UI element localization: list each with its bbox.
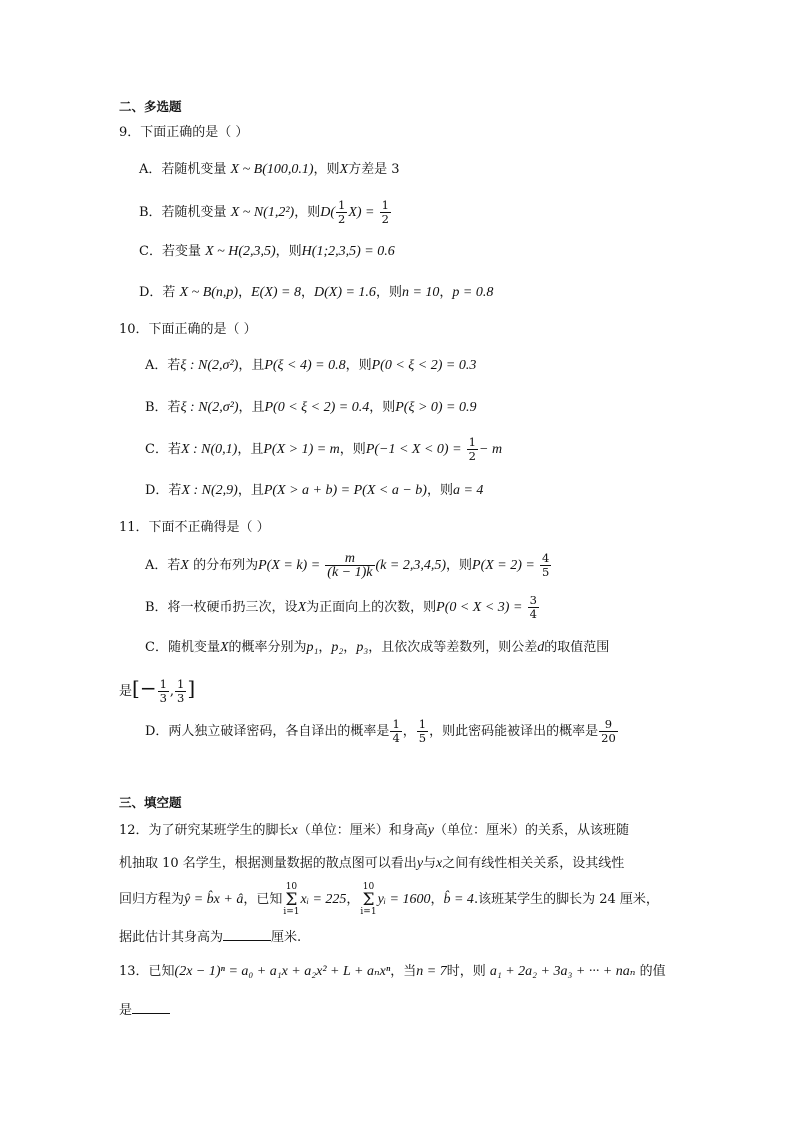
- q12-line3: [119, 880, 659, 920]
- math: p = 0.8: [452, 285, 494, 300]
- text: ，则: [339, 442, 366, 457]
- math: E(X) = 8: [251, 285, 301, 300]
- math: (2x − 1)ⁿ = a₀ + a₁x + a₂x² + L + aₙxⁿ: [174, 964, 391, 979]
- text: ，则: [275, 244, 302, 259]
- text: D．若: [145, 483, 182, 498]
- text: ，则: [369, 400, 396, 415]
- text: A．若随机变量: [139, 162, 227, 177]
- text: 据此估计其身高为: [119, 930, 224, 945]
- math: X: [219, 640, 229, 655]
- text: ，: [318, 640, 332, 655]
- text: .该班某学生的脚长为 24 厘米，: [473, 892, 659, 907]
- text: 13．已知: [119, 964, 175, 979]
- math: n = 7: [416, 964, 447, 979]
- q10-option-a: [145, 357, 476, 375]
- text: 方差是 3: [348, 162, 400, 177]
- text: B．若随机变量: [139, 205, 227, 220]
- fraction: $\frac{1}{2}$: [381, 198, 389, 226]
- text: D．两人独立破译密码，各自译出的概率是: [145, 724, 390, 739]
- math: yᵢ = 1600: [377, 892, 431, 907]
- math: x: [291, 823, 298, 838]
- math: a = 4: [452, 483, 484, 498]
- math: n = 10: [401, 285, 440, 300]
- math: X : N(0,1): [180, 442, 238, 457]
- text: A．若: [145, 358, 181, 373]
- text: 时，则: [446, 964, 486, 979]
- text: ，: [402, 724, 416, 739]
- question-9-stem: 9．下面正确的是（ ）: [119, 125, 249, 140]
- fraction: $\frac{1}{3}$: [159, 677, 167, 705]
- q10-option-c: [145, 436, 502, 464]
- math: x: [436, 856, 443, 871]
- math: p₃: [356, 640, 369, 655]
- text: ，则: [313, 162, 340, 177]
- text: B．将一枚硬币扔三次，设: [145, 600, 298, 615]
- math: P(X = 2) =: [472, 558, 535, 573]
- text: 回归方程为: [119, 892, 185, 907]
- math: d: [537, 640, 545, 655]
- text: 的分布列为: [193, 558, 259, 573]
- text: 的值: [639, 964, 666, 979]
- fraction: $\frac{1}{3}$: [177, 677, 185, 705]
- math: ξ : N(2,σ²): [180, 400, 239, 415]
- q12-line4: [119, 926, 301, 947]
- q12-line2: [119, 855, 624, 873]
- q11-option-c-line1: [145, 639, 609, 657]
- math: y: [427, 823, 434, 838]
- math: xᵢ = 225: [300, 892, 347, 907]
- text: ，且依次成等差数列，则公差: [368, 640, 538, 655]
- text: 12．为了研究某班学生的脚长: [119, 823, 292, 838]
- section-heading-multi: 二、多选题: [119, 99, 182, 114]
- q11-option-d: [145, 717, 619, 747]
- q9-option-d: [139, 284, 493, 302]
- math: P(X > a + b) = P(X < a − b): [263, 483, 427, 498]
- q11-option-b: [145, 593, 540, 623]
- answer-blank[interactable]: [132, 999, 170, 1014]
- text: ，则: [345, 358, 372, 373]
- text: ，且: [238, 400, 265, 415]
- math: p₂: [331, 640, 344, 655]
- fraction: $\frac{3}{4}$: [529, 593, 537, 621]
- math: P(−1 < X < 0) =: [365, 442, 462, 457]
- q11-option-c-line2: [119, 673, 195, 707]
- math: P(0 < ξ < 2) = 0.4: [264, 400, 370, 415]
- q13-line2: [119, 999, 170, 1020]
- summation: 10 Σ i=1: [283, 881, 300, 917]
- q12-line1: [119, 822, 629, 840]
- text: ，则: [446, 558, 473, 573]
- math: X ~ B(n,p): [179, 285, 239, 300]
- text: 与: [423, 856, 437, 871]
- fraction: $\frac{1}{2}$: [468, 435, 476, 463]
- fraction: $\frac{1}{2}$: [338, 198, 346, 226]
- question-10-stem: 10．下面正确的是（ ）: [119, 322, 257, 337]
- math: P(X = k) =: [258, 558, 321, 573]
- text: C．随机变量: [145, 640, 220, 655]
- math: P(X > 1) = m: [263, 442, 340, 457]
- math: D(X) = 1.6: [314, 285, 376, 300]
- math: X ~ N(1,2²): [230, 205, 295, 220]
- text: （单位：厘米）的关系，从该班随: [434, 823, 630, 838]
- math: ŷ = b̂x + â: [184, 892, 244, 907]
- q10-option-b: [145, 399, 477, 417]
- math: [−: [132, 676, 157, 700]
- q9-option-a: [139, 161, 400, 179]
- math: X: [339, 162, 349, 177]
- fraction: $\frac{1}{5}$: [418, 717, 427, 745]
- text: ，: [430, 892, 444, 907]
- text: 厘米.: [271, 930, 302, 945]
- text: 是: [119, 684, 133, 699]
- section-heading-fill: 三、填空题: [119, 795, 182, 810]
- math: P(0 < X < 3) =: [436, 600, 523, 615]
- text: B．若: [145, 400, 181, 415]
- math: a₁ + 2a₂ + 3a₃ + ··· + naₙ: [489, 964, 636, 979]
- text: 的取值范围: [544, 640, 610, 655]
- fraction: $\frac{m}{(k - 1)k}$: [327, 551, 373, 580]
- math: D(: [320, 205, 335, 220]
- text: ，已知: [243, 892, 283, 907]
- math: ξ : N(2,σ²): [180, 358, 239, 373]
- text: A．若: [145, 558, 181, 573]
- text: ，则: [294, 205, 321, 220]
- math: ,: [169, 684, 175, 699]
- text: 之间有线性相关关系，设其线性: [442, 856, 625, 871]
- fraction: $\frac{9}{20}$: [601, 717, 616, 745]
- text: ，: [238, 285, 252, 300]
- text: 为正面向上的次数，则: [306, 600, 437, 615]
- question-11-stem: 11．下面不正确得是（ ）: [119, 520, 270, 535]
- text: 的概率分别为: [228, 640, 307, 655]
- text: ，且: [237, 442, 264, 457]
- q9-option-c: [139, 243, 395, 261]
- fraction: $\frac{1}{4}$: [392, 717, 400, 745]
- math: P(ξ < 4) = 0.8: [264, 358, 346, 373]
- q10-option-d: [145, 482, 483, 500]
- math: (k = 2,3,4,5): [375, 558, 446, 573]
- math: X : N(2,9): [181, 483, 238, 498]
- text: ，: [343, 640, 357, 655]
- math: X ~ B(100,0.1): [230, 162, 314, 177]
- text: ，当: [390, 964, 417, 979]
- answer-blank[interactable]: [223, 926, 271, 941]
- math: P(0 < ξ < 2) = 0.3: [371, 358, 477, 373]
- math: ]: [187, 676, 196, 700]
- math: p₁: [306, 640, 319, 655]
- text: 是: [119, 1003, 133, 1018]
- q13-line1: [119, 963, 666, 981]
- text: C．若: [145, 442, 181, 457]
- text: ，且: [238, 358, 265, 373]
- summation: 10 Σ i=1: [360, 881, 377, 917]
- q9-option-b: [139, 199, 392, 227]
- text: ，则: [426, 483, 453, 498]
- math: X) =: [348, 205, 375, 220]
- q11-option-a: [145, 551, 552, 581]
- text: C．若变量: [139, 244, 201, 259]
- math: y: [416, 856, 424, 871]
- math: X: [180, 558, 189, 573]
- text: ，则此密码能被译出的概率是: [429, 724, 599, 739]
- math: b̂ = 4: [443, 892, 474, 907]
- math: X ~ H(2,3,5): [205, 244, 276, 259]
- text: ，: [439, 285, 453, 300]
- math: X: [297, 600, 307, 615]
- text: （单位：厘米）和身高: [297, 823, 428, 838]
- text: ，: [300, 285, 314, 300]
- text: 机抽取 10 名学生，根据测量数据的散点图可以看出: [119, 856, 417, 871]
- math: H(1;2,3,5) = 0.6: [301, 244, 395, 259]
- text: ，且: [237, 483, 264, 498]
- text: ，: [346, 892, 360, 907]
- text: ，则: [375, 285, 402, 300]
- math: P(ξ > 0) = 0.9: [395, 400, 477, 415]
- text: D．若: [139, 285, 176, 300]
- fraction: $\frac{4}{5}$: [541, 551, 550, 579]
- math: − m: [479, 442, 503, 457]
